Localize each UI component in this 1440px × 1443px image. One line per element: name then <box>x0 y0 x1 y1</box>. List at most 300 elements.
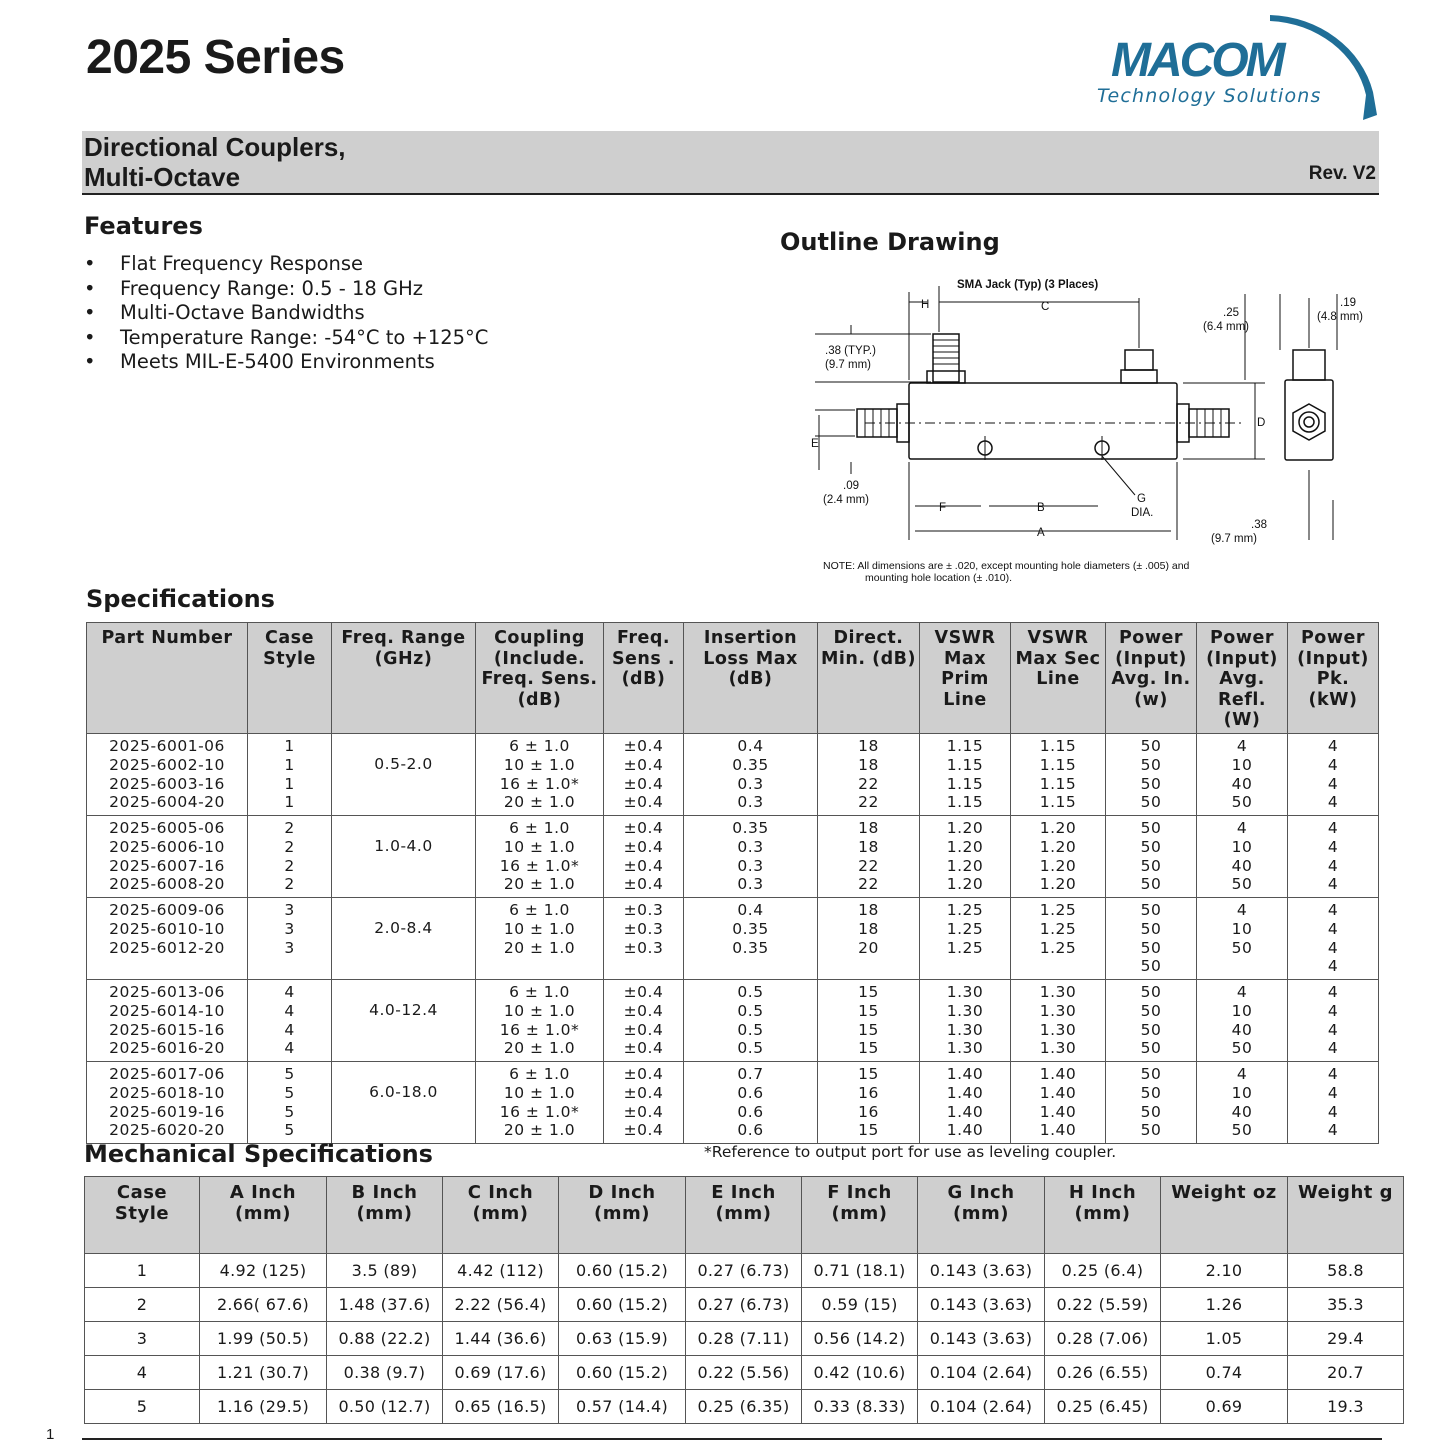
spec-value: 15 <box>858 983 879 1001</box>
spec-cell-case <box>248 1062 332 1144</box>
spec-value: 50 <box>1231 1121 1253 1140</box>
spec-value: 50 <box>1140 901 1162 919</box>
label-d: D <box>1257 417 1266 429</box>
bullet-icon: • <box>84 350 96 373</box>
mech-cell: 1.99 (50.5) <box>200 1322 327 1356</box>
spec-value: 4 <box>1327 938 1339 957</box>
spec-value: 5 <box>284 1102 295 1121</box>
spec-cell-p_refl <box>1197 1062 1288 1144</box>
spec-value: 2 <box>284 875 295 894</box>
spec-value: 4 <box>1327 819 1339 837</box>
spec-value: 1.25 <box>946 938 984 957</box>
spec-value: 1.30 <box>1039 983 1077 1001</box>
spec-value: ±0.4 <box>623 983 664 1001</box>
spec-value: 4 <box>284 1001 295 1020</box>
spec-value: 20 ± 1.0 <box>503 875 576 894</box>
spec-value: 0.3 <box>737 856 764 875</box>
mech-cell: 0.28 (7.11) <box>686 1322 802 1356</box>
spec-value: 50 <box>1140 1102 1162 1121</box>
spec-value: 2025-6016-20 <box>109 1039 225 1058</box>
mech-cell: 0.69 (17.6) <box>443 1356 559 1390</box>
spec-value: 1.20 <box>946 856 984 875</box>
spec-value: 15 <box>858 1001 879 1020</box>
mech-cell: 19.3 <box>1288 1390 1404 1424</box>
mech-cell: 0.25 (6.35) <box>686 1390 802 1424</box>
mech-cell: 2 <box>85 1288 200 1322</box>
spec-value: 0.4 <box>737 737 764 755</box>
mech-cell: 0.143 (3.63) <box>918 1322 1045 1356</box>
spec-value: 50 <box>1140 837 1162 856</box>
mech-column-header: Case Style <box>85 1177 200 1254</box>
spec-value: 4 <box>1327 983 1339 1001</box>
spec-cell-direct <box>818 734 920 816</box>
mech-cell: 0.25 (6.4) <box>1045 1254 1161 1288</box>
mech-cell: 1.26 <box>1161 1288 1288 1322</box>
spec-value: 1 <box>284 755 295 774</box>
mech-cell: 20.7 <box>1288 1356 1404 1390</box>
label-19-mm: (4.8 mm) <box>1317 311 1363 323</box>
spec-cell-p_avg <box>1106 734 1197 816</box>
mech-cell: 0.27 (6.73) <box>686 1254 802 1288</box>
spec-value: 2025-6007-16 <box>109 856 225 875</box>
label-g: G <box>1137 493 1146 505</box>
spec-value: 50 <box>1140 1001 1162 1020</box>
mech-column-header: G Inch (mm) <box>918 1177 1045 1254</box>
bullet-icon: • <box>84 276 96 300</box>
spec-value: 20 ± 1.0 <box>503 1039 576 1058</box>
spec-value: 20 ± 1.0 <box>503 938 576 957</box>
spec-value: 1.40 <box>946 1065 984 1083</box>
spec-value: 50 <box>1140 737 1162 755</box>
label-c: C <box>1041 301 1050 313</box>
spec-value: 1.40 <box>1039 1121 1077 1140</box>
spec-value: 1.20 <box>1039 875 1077 894</box>
spec-value: 0.5 <box>737 1001 764 1020</box>
spec-value: 50 <box>1231 875 1253 894</box>
spec-value: 15 <box>858 1020 879 1039</box>
spec-value: 2025-6005-06 <box>109 819 225 837</box>
spec-value: 1.20 <box>1039 856 1077 875</box>
mech-cell: 0.69 <box>1161 1390 1288 1424</box>
spec-column-header: Insertion Loss Max (dB) <box>684 623 818 734</box>
mech-cell: 1.16 (29.5) <box>200 1390 327 1424</box>
spec-value: 1.25 <box>1039 919 1077 938</box>
spec-value: 50 <box>1140 819 1162 837</box>
label-38-mm: (9.7 mm) <box>1211 533 1257 545</box>
mech-cell: 0.50 (12.7) <box>327 1390 443 1424</box>
spec-cell-case <box>248 816 332 898</box>
feature-text: Meets MIL-E-5400 Environments <box>120 350 435 373</box>
feature-text: Frequency Range: 0.5 - 18 GHz <box>120 276 423 300</box>
spec-cell-p_pk <box>1288 980 1379 1062</box>
mech-cell: 0.65 (16.5) <box>443 1390 559 1424</box>
spec-cell-p_avg <box>1106 816 1197 898</box>
spec-value: 0.4 <box>737 901 764 919</box>
mech-column-header: Weight g <box>1288 1177 1404 1254</box>
spec-value: ±0.3 <box>623 901 664 919</box>
spec-column-header: VSWR Max Sec Line <box>1011 623 1106 734</box>
spec-value: 22 <box>858 875 879 894</box>
mech-cell: 1.05 <box>1161 1322 1288 1356</box>
spec-cell-range <box>332 1062 476 1144</box>
spec-value: 2025-6014-10 <box>109 1001 225 1020</box>
spec-value: 3 <box>284 901 295 919</box>
spec-value: 4 <box>1327 856 1339 875</box>
label-e: E <box>811 438 819 450</box>
spec-value: 2025-6015-16 <box>109 1020 225 1039</box>
mech-cell: 1.48 (37.6) <box>327 1288 443 1322</box>
spec-cell-vswr_p <box>920 898 1011 980</box>
spec-value: 2025-6020-20 <box>109 1121 225 1140</box>
spec-value: 0.6 <box>737 1083 764 1102</box>
spec-cell-sens <box>604 1062 684 1144</box>
spec-value: 4 <box>1327 1020 1339 1039</box>
spec-value: 1.15 <box>1039 755 1077 774</box>
spec-value: 50 <box>1140 1020 1162 1039</box>
spec-cell-loss <box>684 1062 818 1144</box>
spec-value: 16 ± 1.0* <box>499 1020 580 1039</box>
spec-column-header: Case Style <box>248 623 332 734</box>
spec-value: 0.5 <box>737 1039 764 1058</box>
spec-value: 0.3 <box>737 793 764 812</box>
spec-value: 50 <box>1140 856 1162 875</box>
spec-cell-p_avg <box>1106 1062 1197 1144</box>
spec-value: 3 <box>284 938 295 957</box>
spec-value: 4 <box>1327 957 1339 976</box>
spec-group-row <box>87 980 1379 1062</box>
mech-cell: 0.33 (8.33) <box>802 1390 918 1424</box>
spec-value: 22 <box>858 793 879 812</box>
mech-row <box>85 1356 1404 1390</box>
spec-value: 1 <box>284 774 295 793</box>
mech-cell: 0.63 (15.9) <box>559 1322 686 1356</box>
mech-cell: 0.28 (7.06) <box>1045 1322 1161 1356</box>
spec-cell-direct <box>818 816 920 898</box>
freq-range: 4.0-12.4 <box>369 1001 438 1020</box>
spec-value: 4 <box>284 1020 295 1039</box>
spec-value: ±0.4 <box>623 875 664 894</box>
mech-column-header: E Inch (mm) <box>686 1177 802 1254</box>
spec-value: 2025-6012-20 <box>109 938 225 957</box>
spec-value: 2 <box>284 856 295 875</box>
spec-value: ±0.4 <box>623 755 664 774</box>
label-a: A <box>1037 527 1045 539</box>
revision-label: Rev. V2 <box>1308 163 1376 184</box>
mech-column-header: B Inch (mm) <box>327 1177 443 1254</box>
spec-value: 0.5 <box>737 983 764 1001</box>
spec-cell-parts <box>87 816 248 898</box>
spec-value: 2025-6009-06 <box>109 901 225 919</box>
mech-cell: 0.57 (14.4) <box>559 1390 686 1424</box>
spec-cell-sens <box>604 734 684 816</box>
spec-value: 1.30 <box>946 1001 984 1020</box>
spec-value: 1.30 <box>946 983 984 1001</box>
spec-value: 4 <box>1327 1039 1339 1058</box>
spec-value: 18 <box>858 901 879 919</box>
spec-cell-parts <box>87 898 248 980</box>
spec-value: 40 <box>1231 856 1253 875</box>
spec-value: 20 ± 1.0 <box>503 793 576 812</box>
spec-cell-p_refl <box>1197 898 1288 980</box>
subtitle-line-2: Multi-Octave <box>84 162 241 192</box>
spec-value: 1.40 <box>1039 1065 1077 1083</box>
spec-value: 10 ± 1.0 <box>503 1083 576 1102</box>
spec-value: 16 ± 1.0* <box>499 856 580 875</box>
spec-cell-case <box>248 980 332 1062</box>
mech-column-header: D Inch (mm) <box>559 1177 686 1254</box>
mech-cell: 3 <box>85 1322 200 1356</box>
spec-value: 1.15 <box>946 793 984 812</box>
spec-cell-coupling <box>476 816 604 898</box>
mech-row <box>85 1254 1404 1288</box>
spec-value: 20 ± 1.0 <box>503 1121 576 1140</box>
spec-cell-range <box>332 980 476 1062</box>
mech-cell: 4.92 (125) <box>200 1254 327 1288</box>
spec-cell-parts <box>87 1062 248 1144</box>
spec-value: ±0.4 <box>623 1065 664 1083</box>
label-sma: SMA Jack (Typ) (3 Places) <box>957 279 1099 291</box>
spec-value: 1.15 <box>1039 737 1077 755</box>
spec-column-header: Coupling (Include. Freq. Sens.(dB) <box>476 623 604 734</box>
mech-cell: 5 <box>85 1390 200 1424</box>
spec-value: 50 <box>1140 919 1162 938</box>
spec-cell-vswr_p <box>920 980 1011 1062</box>
label-09-mm: (2.4 mm) <box>823 494 869 506</box>
spec-group-row <box>87 734 1379 816</box>
spec-value: 4 <box>1236 1065 1248 1083</box>
mech-cell: 35.3 <box>1288 1288 1404 1322</box>
spec-column-header: Part Number <box>87 623 248 734</box>
spec-value: 10 <box>1231 755 1253 774</box>
spec-value: 10 ± 1.0 <box>503 837 576 856</box>
spec-value: 50 <box>1140 957 1162 976</box>
spec-value: 22 <box>858 856 879 875</box>
spec-value: 0.3 <box>737 774 764 793</box>
mech-cell: 4.42 (112) <box>443 1254 559 1288</box>
spec-value: 4 <box>284 983 295 1001</box>
spec-column-header: Power (Input) Avg. In. (w) <box>1106 623 1197 734</box>
spec-value: 0.3 <box>737 837 764 856</box>
spec-value: ±0.4 <box>623 1102 664 1121</box>
spec-value: 50 <box>1140 793 1162 812</box>
mech-cell: 0.60 (15.2) <box>559 1356 686 1390</box>
feature-item <box>84 326 488 351</box>
spec-cell-vswr_s <box>1011 734 1106 816</box>
spec-cell-vswr_s <box>1011 816 1106 898</box>
mechanical-table <box>84 1176 1404 1424</box>
spec-value: 4 <box>1327 1065 1339 1083</box>
spec-cell-sens <box>604 898 684 980</box>
mech-row <box>85 1390 1404 1424</box>
mech-cell: 0.59 (15) <box>802 1288 918 1322</box>
spec-value: 10 ± 1.0 <box>503 1001 576 1020</box>
bullet-icon: • <box>84 301 96 324</box>
spec-value: 40 <box>1231 1102 1253 1121</box>
spec-value: 50 <box>1140 983 1162 1001</box>
spec-value: 10 <box>1231 837 1253 856</box>
spec-value: 2025-6008-20 <box>109 875 225 894</box>
spec-value: 10 <box>1231 1001 1253 1020</box>
spec-cell-case <box>248 734 332 816</box>
spec-cell-vswr_p <box>920 734 1011 816</box>
spec-value: 20 <box>858 938 879 957</box>
spec-value: ±0.4 <box>623 1001 664 1020</box>
spec-value: 50 <box>1140 1039 1162 1058</box>
subtitle-line-1: Directional Couplers, <box>84 132 346 162</box>
spec-value: 0.35 <box>732 819 769 837</box>
spec-cell-p_pk <box>1288 898 1379 980</box>
spec-cell-vswr_p <box>920 1062 1011 1144</box>
spec-value: 50 <box>1140 1083 1162 1102</box>
outline-drawing <box>805 270 1385 590</box>
spec-value: 4 <box>1236 737 1248 755</box>
mech-cell: 0.143 (3.63) <box>918 1254 1045 1288</box>
spec-value: 6 ± 1.0 <box>509 819 570 837</box>
mech-cell: 1.44 (36.6) <box>443 1322 559 1356</box>
spec-cell-parts <box>87 734 248 816</box>
spec-value: ±0.4 <box>623 737 664 755</box>
spec-value: 18 <box>858 819 879 837</box>
spec-value: 18 <box>858 755 879 774</box>
spec-cell-sens <box>604 980 684 1062</box>
spec-value: 1.15 <box>946 737 984 755</box>
spec-cell-p_refl <box>1197 980 1288 1062</box>
spec-value: 4 <box>284 1039 295 1058</box>
spec-value: 4 <box>1236 983 1248 1001</box>
spec-cell-coupling <box>476 980 604 1062</box>
mech-cell: 0.56 (14.2) <box>802 1322 918 1356</box>
spec-value: 1.20 <box>946 837 984 856</box>
mech-cell: 0.104 (2.64) <box>918 1390 1045 1424</box>
feature-item <box>84 252 488 277</box>
spec-value: 50 <box>1140 1065 1162 1083</box>
mech-cell: 0.38 (9.7) <box>327 1356 443 1390</box>
spec-value: 10 <box>1231 1083 1253 1102</box>
spec-value: 22 <box>858 774 879 793</box>
spec-cell-p_pk <box>1288 816 1379 898</box>
features-heading: Features <box>84 212 203 240</box>
spec-cell-p_avg <box>1106 980 1197 1062</box>
spec-value: 4 <box>1236 819 1248 837</box>
spec-value: ±0.4 <box>623 837 664 856</box>
spec-value: 18 <box>858 737 879 755</box>
label-38: .38 <box>1251 519 1267 531</box>
spec-value: 6 ± 1.0 <box>509 901 570 919</box>
spec-value: 1.15 <box>1039 793 1077 812</box>
spec-value: 4 <box>1327 901 1339 919</box>
spec-cell-parts <box>87 980 248 1062</box>
logo-tagline: Technology Solutions <box>1097 85 1322 107</box>
spec-value: ±0.4 <box>623 1083 664 1102</box>
specifications-heading: Specifications <box>86 585 275 613</box>
mech-cell: 2.22 (56.4) <box>443 1288 559 1322</box>
mech-cell: 1.21 (30.7) <box>200 1356 327 1390</box>
mech-column-header: A Inch (mm) <box>200 1177 327 1254</box>
mech-cell: 0.88 (22.2) <box>327 1322 443 1356</box>
spec-value: 1.20 <box>1039 819 1077 837</box>
mech-cell: 0.74 <box>1161 1356 1288 1390</box>
spec-cell-p_refl <box>1197 816 1288 898</box>
spec-value: 50 <box>1140 938 1162 957</box>
spec-value: 5 <box>284 1083 295 1102</box>
spec-cell-p_refl <box>1197 734 1288 816</box>
spec-value: 1.30 <box>1039 1039 1077 1058</box>
spec-value: 2025-6006-10 <box>109 837 225 856</box>
mech-column-header: C Inch (mm) <box>443 1177 559 1254</box>
label-h: H <box>921 299 930 311</box>
spec-value: 16 ± 1.0* <box>499 1102 580 1121</box>
features-list <box>84 252 488 375</box>
spec-value: ±0.4 <box>623 856 664 875</box>
spec-value: 0.5 <box>737 1020 764 1039</box>
spec-group-row <box>87 816 1379 898</box>
spec-value: 4 <box>1327 1001 1339 1020</box>
label-19: .19 <box>1340 297 1356 309</box>
spec-value: 1.15 <box>1039 774 1077 793</box>
freq-range: 2.0-8.4 <box>374 919 433 938</box>
spec-cell-direct <box>818 1062 920 1144</box>
mech-cell: 0.42 (10.6) <box>802 1356 918 1390</box>
mech-cell: 0.71 (18.1) <box>802 1254 918 1288</box>
spec-value: 16 <box>858 1083 879 1102</box>
macom-logo <box>1095 10 1385 125</box>
spec-value: 1.40 <box>1039 1102 1077 1121</box>
spec-value: 4 <box>1327 793 1339 812</box>
spec-value: 10 <box>1231 919 1253 938</box>
spec-value: 18 <box>858 837 879 856</box>
mech-cell: 1 <box>85 1254 200 1288</box>
mech-column-header: F Inch (mm) <box>802 1177 918 1254</box>
document-title: 2025 Series <box>86 31 345 84</box>
feature-text: Multi-Octave Bandwidths <box>120 301 365 324</box>
spec-value: 18 <box>858 919 879 938</box>
feature-text: Temperature Range: -54°C to +125°C <box>120 325 489 349</box>
spec-value: 2025-6019-16 <box>109 1102 225 1121</box>
spec-cell-loss <box>684 734 818 816</box>
spec-value: 10 ± 1.0 <box>503 755 576 774</box>
spec-value: 1.40 <box>1039 1083 1077 1102</box>
label-typ38: .38 (TYP.) <box>825 345 876 357</box>
spec-value: 1.40 <box>946 1102 984 1121</box>
mech-cell: 0.60 (15.2) <box>559 1254 686 1288</box>
spec-value: 15 <box>858 1121 879 1140</box>
feature-item <box>84 350 488 375</box>
specifications-table <box>86 622 1379 1144</box>
mech-cell: 2.10 <box>1161 1254 1288 1288</box>
spec-value: 1.20 <box>946 875 984 894</box>
spec-cell-coupling <box>476 734 604 816</box>
spec-cell-p_pk <box>1288 1062 1379 1144</box>
spec-value: 5 <box>284 1065 295 1083</box>
outline-heading: Outline Drawing <box>780 228 1000 256</box>
mech-cell: 58.8 <box>1288 1254 1404 1288</box>
spec-value: 50 <box>1231 1039 1253 1058</box>
spec-value: 0.35 <box>732 755 769 774</box>
label-typ38-mm: (9.7 mm) <box>825 359 871 371</box>
mech-row <box>85 1288 1404 1322</box>
spec-cell-case <box>248 898 332 980</box>
spec-value: 6 ± 1.0 <box>509 983 570 1001</box>
label-f: F <box>939 502 947 514</box>
spec-column-header: VSWR Max Prim Line <box>920 623 1011 734</box>
spec-group-row <box>87 898 1379 980</box>
spec-value: 0.35 <box>732 938 769 957</box>
freq-range: 6.0-18.0 <box>369 1083 438 1102</box>
spec-cell-p_avg <box>1106 898 1197 980</box>
spec-value: 1.40 <box>946 1121 984 1140</box>
spec-value: 16 <box>858 1102 879 1121</box>
spec-cell-direct <box>818 980 920 1062</box>
